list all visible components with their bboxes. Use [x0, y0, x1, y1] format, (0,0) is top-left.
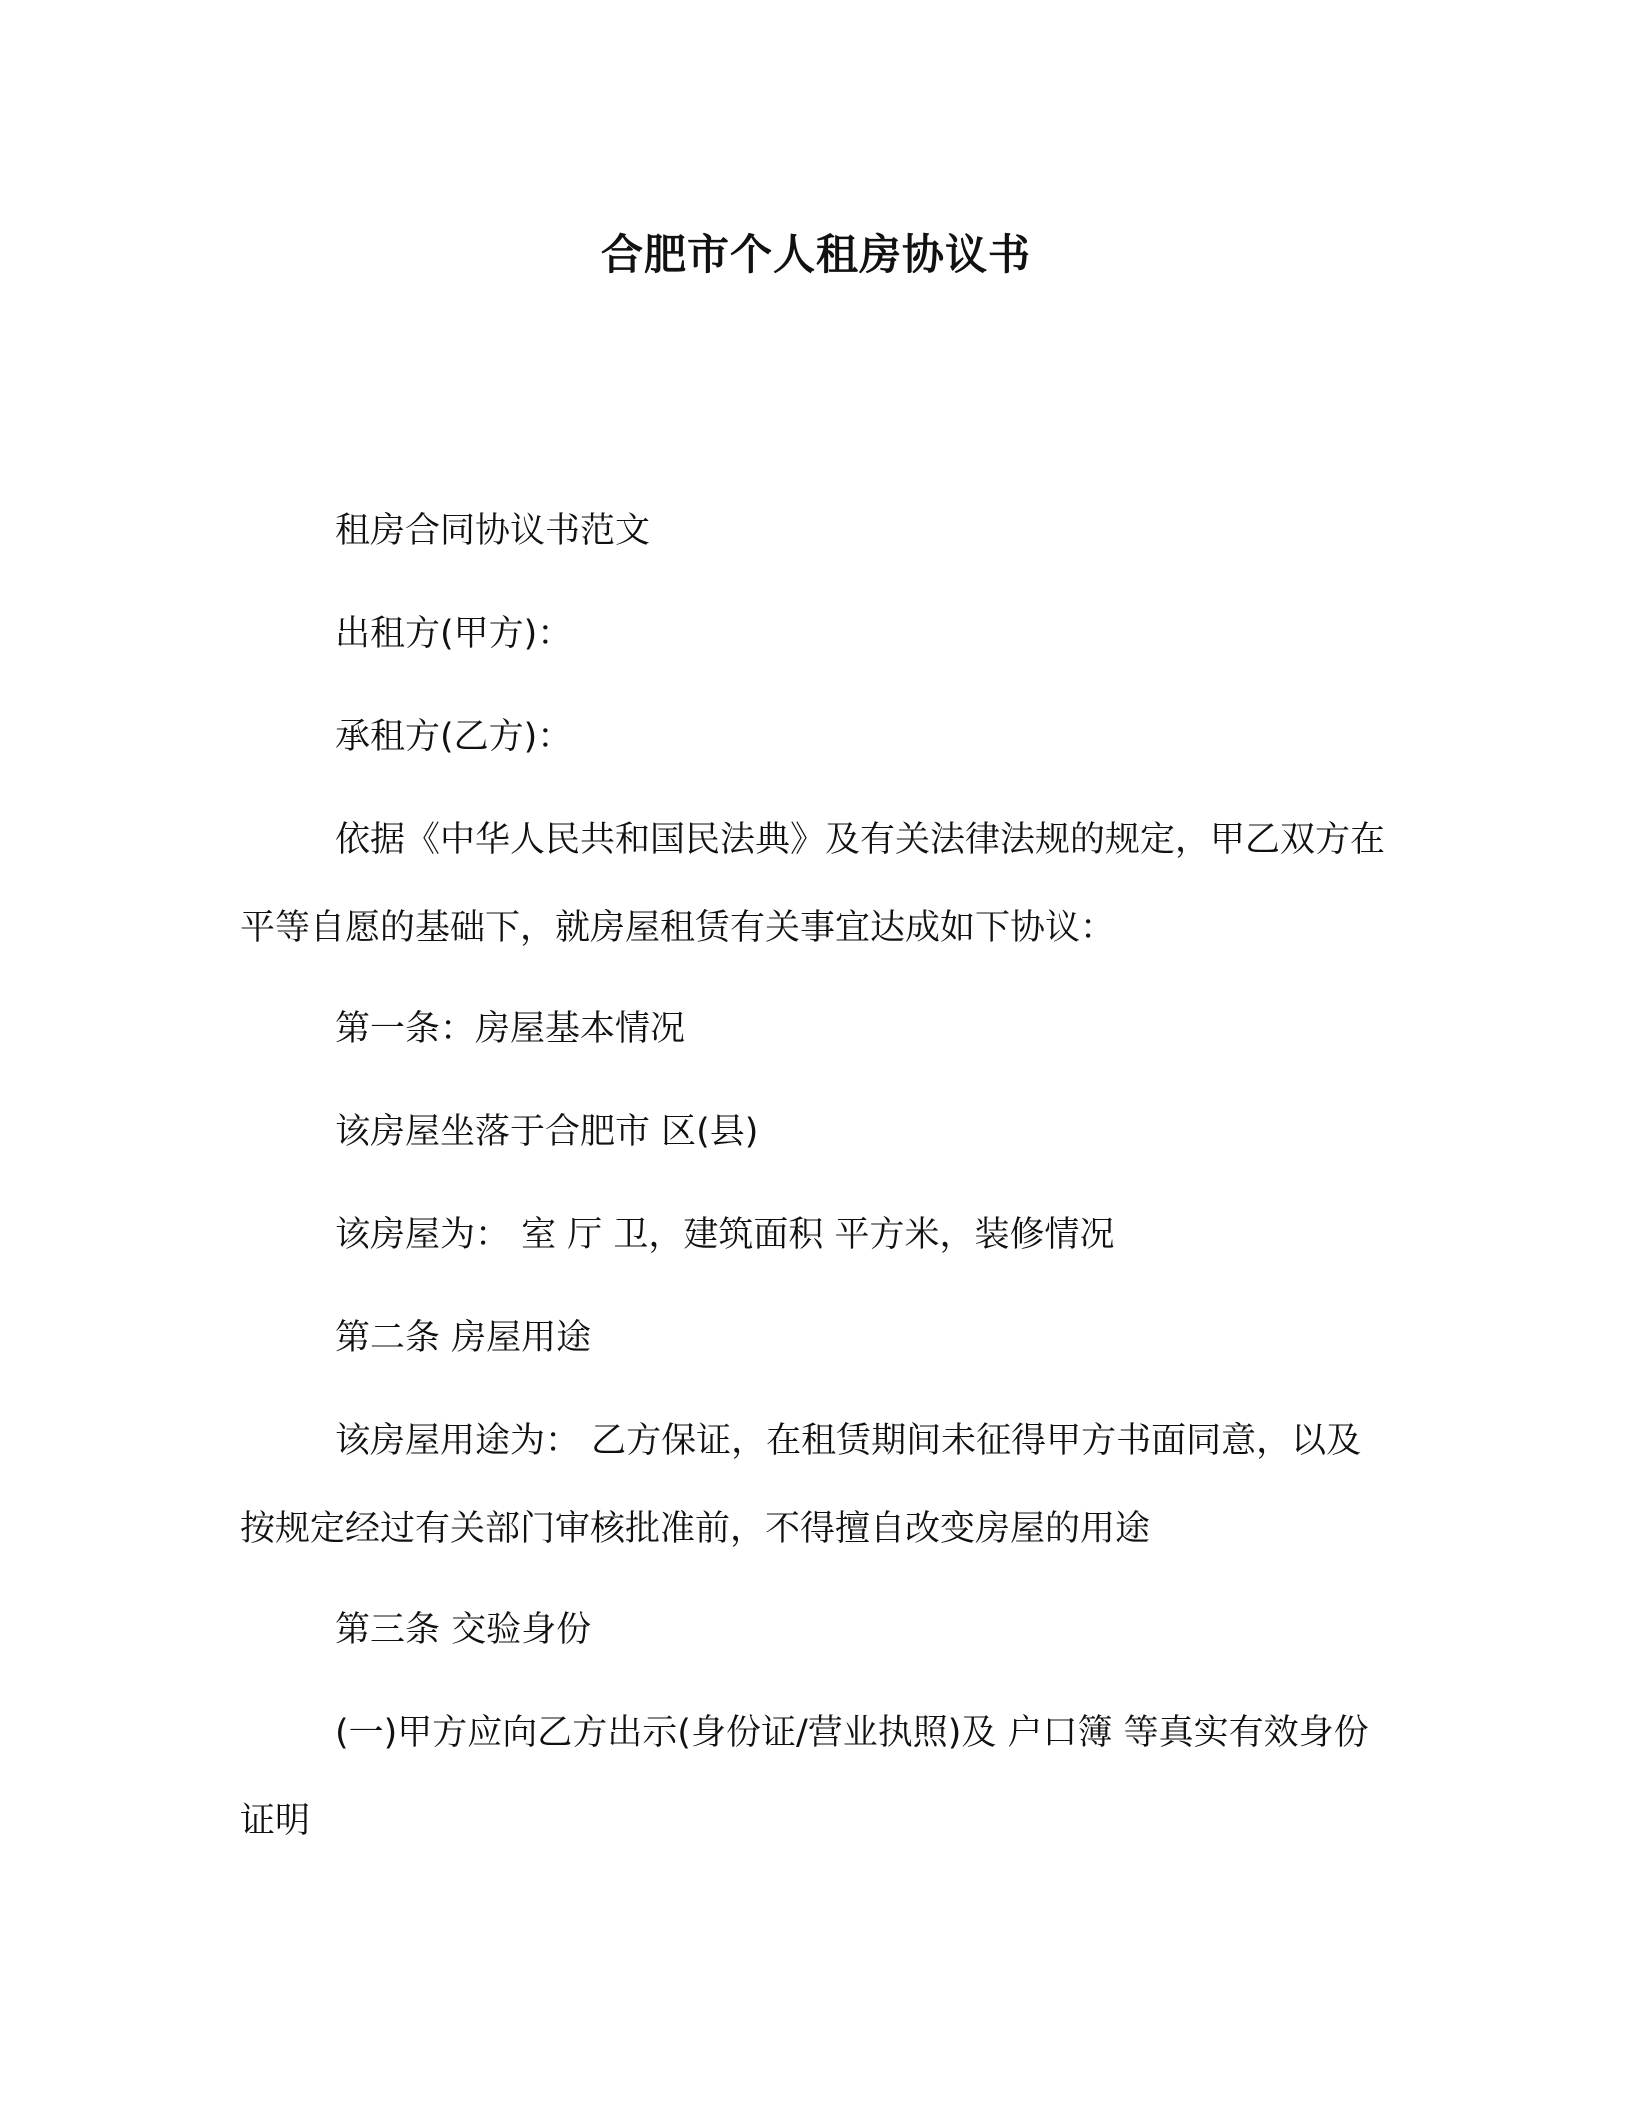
paragraph-lessor: 出租方(甲方)： — [335, 614, 573, 654]
paragraph-location: 该房屋坐落于合肥市 区(县) — [335, 1112, 759, 1152]
paragraph-article-3: 第三条 交验身份 — [335, 1610, 592, 1650]
paragraph-heading-sample: 租房合同协议书范文 — [335, 511, 651, 551]
paragraph-usage: 该房屋用途为： 乙方保证，在租赁期间未征得甲方书面同意，以及按规定经过有关部门审核批准前，不得擅自改变房屋的用途 — [240, 1421, 1362, 1549]
paragraph-preamble: 依据《中华人民共和国民法典》及有关法律法规的规定，甲乙双方在平等自愿的基础下，就房屋租赁有关事宜达成如下协议： — [240, 820, 1386, 948]
paragraph-article-2: 第二条 房屋用途 — [335, 1318, 592, 1358]
paragraph-article-1: 第一条：房屋基本情况 — [335, 1009, 686, 1049]
document-title: 合肥市个人租房协议书 — [600, 230, 1031, 279]
paragraph-layout: 该房屋为： 室 厅 卫，建筑面积 平方米，装修情况 — [335, 1215, 1115, 1255]
paragraph-lessee: 承租方(乙方)： — [335, 717, 573, 757]
paragraph-identity: (一)甲方应向乙方出示(身份证/营业执照)及 户口簿 等真实有效身份证明 — [240, 1713, 1369, 1841]
